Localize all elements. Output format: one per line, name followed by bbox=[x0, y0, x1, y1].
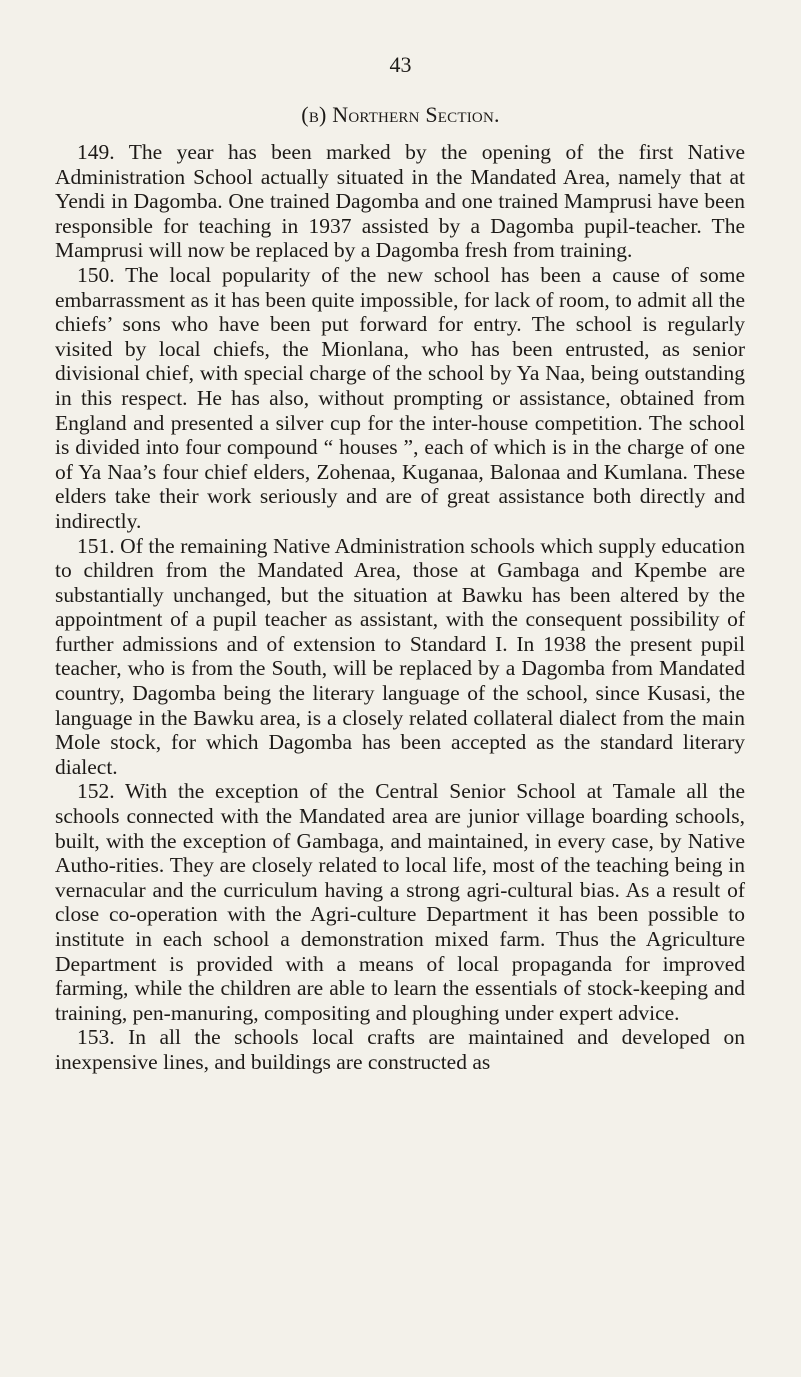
page-number: 43 bbox=[389, 52, 412, 77]
paragraph-153: 153. In all the schools local crafts are maintained and developed on inexpensive lines, and buildings are constructed as bbox=[55, 1025, 745, 1074]
paragraph-152: 152. With the exception of the Central Senior School at Tamale all the schools connected with the Mandated area are junior village boarding schools, built, with the exception of Gambaga, and maintained, in every case, by Native Autho-rities. They are closely related to local life, most of the teaching being in vernacular and the curriculum having a strong agri-cultural bias. As a result of close co-operation with the Agri-culture Department it has been possible to institute in each school a demonstration mixed farm. Thus the Agriculture Department is provided with a means of local propaganda for improved farming, while the children are able to learn the essentials of stock-keeping and training, pen-manuring, compositing and ploughing under expert advice. bbox=[55, 779, 745, 1025]
body-text bbox=[55, 140, 745, 1075]
paragraph-150: 150. The local popularity of the new school has been a cause of some embarrassment as it has been quite impossible, for lack of room, to admit all the chiefs’ sons who have been put forward for entry. The school is regularly visited by local chiefs, the Mionlana, who has been entrusted, as senior divisional chief, with special charge of the school by Ya Naa, being outstanding in this respect. He has also, without prompting or assistance, obtained from England and presented a silver cup for the inter-house competition. The school is divided into four compound “ houses ”, each of which is in the charge of one of Ya Naa’s four chief elders, Zohenaa, Kuganaa, Balonaa and Kumlana. These elders take their work seriously and are of great assistance both directly and indirectly. bbox=[55, 262, 745, 533]
section-heading: (b) Northern Section. bbox=[301, 102, 500, 127]
paragraph-149: 149. The year has been marked by the opening of the first Native Administration School actually situated in the Mandated Area, namely that at Yendi in Dagomba. One trained Dagomba and one trained Mamprusi have been responsible for teaching in 1937 assisted by a Dagomba pupil-teacher. The Mamprusi will now be replaced by a Dagomba fresh from training. bbox=[55, 140, 745, 263]
paragraph-151: 151. Of the remaining Native Administration schools which supply education to children from the Mandated Area, those at Gambaga and Kpembe are substantially unchanged, but the situation at Bawku has been altered by the appointment of a pupil teacher as assistant, with the consequent possibility of further admissions and of extension to Standard I. In 1938 the present pupil teacher, who is from the South, will be replaced by a Dagomba from Mandated country, Dagomba being the literary language of the school, since Kusasi, the language in the Bawku area, is a closely related collateral dialect from the main Mole stock, for which Dagomba has been accepted as the standard literary dialect. bbox=[55, 533, 745, 779]
